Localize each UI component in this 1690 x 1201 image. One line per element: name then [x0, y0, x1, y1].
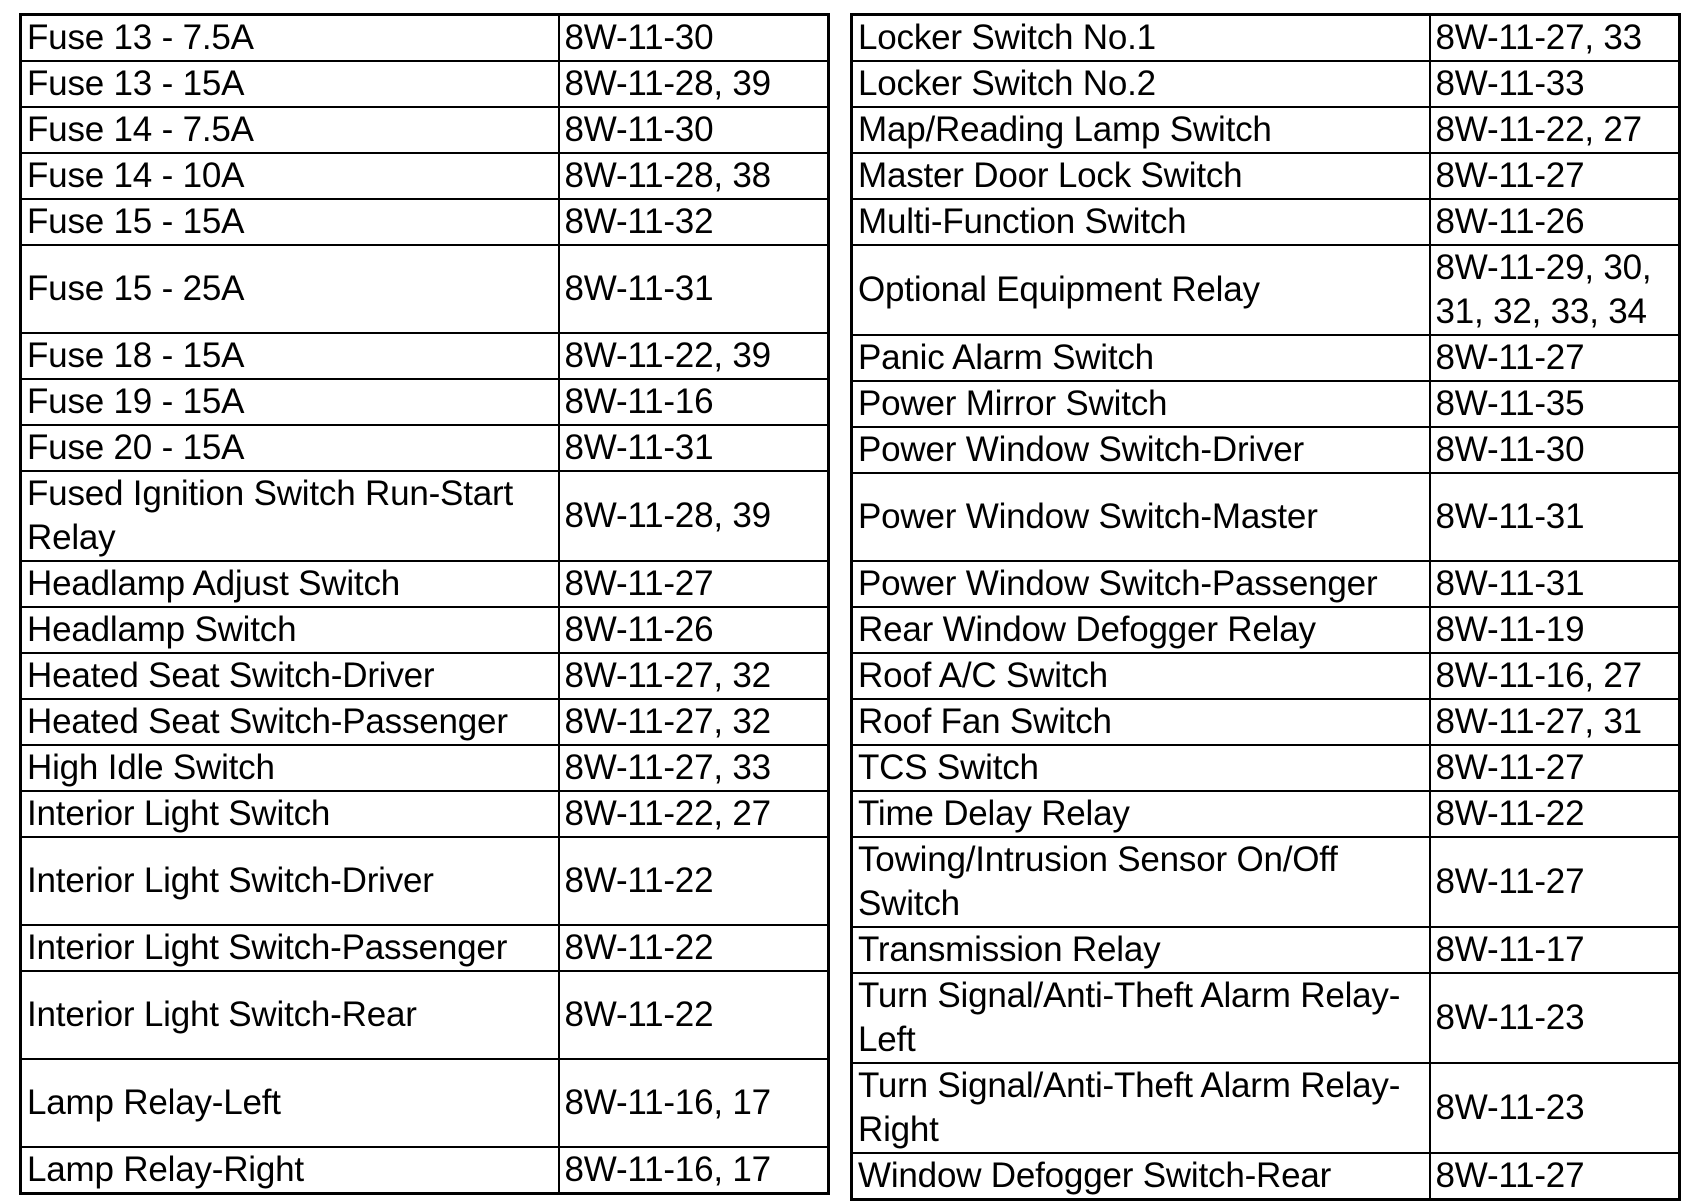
page-reference-cell: 8W-11-31	[1430, 561, 1680, 607]
table-row	[852, 427, 1680, 473]
page-reference-cell: 8W-11-26	[1430, 199, 1680, 245]
page-reference-cell: 8W-11-27	[1430, 153, 1680, 199]
table-row	[852, 791, 1680, 837]
component-name-cell: Turn Signal/Anti-Theft Alarm Relay-Left	[852, 973, 1430, 1063]
page-reference-cell: 8W-11-27	[559, 561, 829, 607]
table-row	[852, 107, 1680, 153]
component-name-cell: Towing/Intrusion Sensor On/Off Switch	[852, 837, 1430, 927]
table-row	[21, 837, 829, 925]
component-name-cell: Time Delay Relay	[852, 791, 1430, 837]
page-reference-cell: 8W-11-27, 31	[1430, 699, 1680, 745]
component-name-cell: Fuse 15 - 15A	[21, 199, 559, 245]
page-reference-cell: 8W-11-27, 32	[559, 699, 829, 745]
component-index	[19, 13, 1675, 1201]
component-name-cell: Fuse 14 - 10A	[21, 153, 559, 199]
page-reference-cell: 8W-11-31	[559, 245, 829, 333]
page-reference-cell: 8W-11-27, 32	[559, 653, 829, 699]
page-reference-cell: 8W-11-30	[559, 107, 829, 153]
page-reference-cell: 8W-11-27, 33	[1430, 15, 1680, 62]
table-row	[852, 1153, 1680, 1200]
page-reference-cell: 8W-11-28, 39	[559, 471, 829, 561]
page-reference-cell: 8W-11-26	[559, 607, 829, 653]
page-reference-cell: 8W-11-16, 17	[559, 1147, 829, 1194]
table-row	[21, 653, 829, 699]
component-name-cell: Window Defogger Switch-Rear	[852, 1153, 1430, 1200]
table-row	[21, 425, 829, 471]
right-index-body	[852, 15, 1680, 1200]
table-row	[21, 1059, 829, 1147]
page-reference-cell: 8W-11-23	[1430, 1063, 1680, 1153]
component-name-cell: Multi-Function Switch	[852, 199, 1430, 245]
component-name-cell: Power Window Switch-Passenger	[852, 561, 1430, 607]
table-row	[21, 245, 829, 333]
component-name-cell: Fuse 14 - 7.5A	[21, 107, 559, 153]
page-reference-cell: 8W-11-27	[1430, 335, 1680, 381]
table-row	[852, 1063, 1680, 1153]
component-name-cell: Fuse 15 - 25A	[21, 245, 559, 333]
table-row	[21, 791, 829, 837]
table-row	[21, 153, 829, 199]
left-index-table	[19, 13, 830, 1195]
component-name-cell: Interior Light Switch	[21, 791, 559, 837]
page-reference-cell: 8W-11-22, 39	[559, 333, 829, 379]
table-row	[21, 1147, 829, 1194]
page-reference-cell: 8W-11-31	[1430, 473, 1680, 561]
component-name-cell: Fuse 20 - 15A	[21, 425, 559, 471]
left-index-body	[21, 15, 829, 1194]
table-row	[852, 473, 1680, 561]
table-row	[852, 335, 1680, 381]
component-name-cell: Lamp Relay-Right	[21, 1147, 559, 1194]
table-row	[21, 699, 829, 745]
table-row	[21, 333, 829, 379]
page-reference-cell: 8W-11-33	[1430, 61, 1680, 107]
table-row	[852, 15, 1680, 62]
component-name-cell: Roof A/C Switch	[852, 653, 1430, 699]
page-reference-cell: 8W-11-28, 38	[559, 153, 829, 199]
table-row	[21, 561, 829, 607]
page-reference-cell: 8W-11-32	[559, 199, 829, 245]
right-index-table	[850, 13, 1681, 1201]
table-row	[852, 927, 1680, 973]
component-name-cell: Map/Reading Lamp Switch	[852, 107, 1430, 153]
table-row	[852, 745, 1680, 791]
page-reference-cell: 8W-11-27, 33	[559, 745, 829, 791]
page-reference-cell: 8W-11-22	[559, 971, 829, 1059]
component-name-cell: Roof Fan Switch	[852, 699, 1430, 745]
page-reference-cell: 8W-11-27	[1430, 745, 1680, 791]
component-name-cell: Fuse 19 - 15A	[21, 379, 559, 425]
component-name-cell: Headlamp Switch	[21, 607, 559, 653]
table-row	[852, 973, 1680, 1063]
table-row	[852, 245, 1680, 335]
component-name-cell: Fuse 18 - 15A	[21, 333, 559, 379]
table-row	[852, 837, 1680, 927]
page-reference-cell: 8W-11-23	[1430, 973, 1680, 1063]
component-name-cell: Heated Seat Switch-Passenger	[21, 699, 559, 745]
component-name-cell: Interior Light Switch-Driver	[21, 837, 559, 925]
table-row	[852, 61, 1680, 107]
table-row	[21, 107, 829, 153]
table-row	[21, 61, 829, 107]
table-row	[852, 153, 1680, 199]
table-row	[21, 925, 829, 971]
table-row	[852, 699, 1680, 745]
component-name-cell: Turn Signal/Anti-Theft Alarm Relay-Right	[852, 1063, 1430, 1153]
page-reference-cell: 8W-11-22	[559, 925, 829, 971]
table-row	[21, 971, 829, 1059]
page-reference-cell: 8W-11-28, 39	[559, 61, 829, 107]
component-name-cell: Power Window Switch-Master	[852, 473, 1430, 561]
table-row	[21, 379, 829, 425]
table-row	[21, 199, 829, 245]
component-name-cell: Locker Switch No.2	[852, 61, 1430, 107]
page-reference-cell: 8W-11-30	[559, 15, 829, 62]
page-reference-cell: 8W-11-27	[1430, 837, 1680, 927]
page-reference-cell: 8W-11-27	[1430, 1153, 1680, 1200]
page-reference-cell: 8W-11-17	[1430, 927, 1680, 973]
component-name-cell: Power Mirror Switch	[852, 381, 1430, 427]
component-name-cell: Power Window Switch-Driver	[852, 427, 1430, 473]
page-reference-cell: 8W-11-22	[1430, 791, 1680, 837]
page-reference-cell: 8W-11-29, 30, 31, 32, 33, 34	[1430, 245, 1680, 335]
component-name-cell: Master Door Lock Switch	[852, 153, 1430, 199]
page-reference-cell: 8W-11-22, 27	[559, 791, 829, 837]
table-row	[21, 471, 829, 561]
component-name-cell: TCS Switch	[852, 745, 1430, 791]
component-name-cell: Transmission Relay	[852, 927, 1430, 973]
component-name-cell: High Idle Switch	[21, 745, 559, 791]
component-name-cell: Heated Seat Switch-Driver	[21, 653, 559, 699]
component-name-cell: Rear Window Defogger Relay	[852, 607, 1430, 653]
page-reference-cell: 8W-11-31	[559, 425, 829, 471]
table-row	[852, 653, 1680, 699]
table-row	[852, 607, 1680, 653]
page-reference-cell: 8W-11-16	[559, 379, 829, 425]
page-reference-cell: 8W-11-16, 17	[559, 1059, 829, 1147]
component-name-cell: Locker Switch No.1	[852, 15, 1430, 62]
page-reference-cell: 8W-11-19	[1430, 607, 1680, 653]
component-name-cell: Optional Equipment Relay	[852, 245, 1430, 335]
page-reference-cell: 8W-11-22, 27	[1430, 107, 1680, 153]
component-name-cell: Interior Light Switch-Passenger	[21, 925, 559, 971]
table-row	[21, 15, 829, 62]
table-row	[852, 381, 1680, 427]
component-name-cell: Lamp Relay-Left	[21, 1059, 559, 1147]
table-row	[21, 745, 829, 791]
page-reference-cell: 8W-11-16, 27	[1430, 653, 1680, 699]
component-name-cell: Interior Light Switch-Rear	[21, 971, 559, 1059]
component-name-cell: Headlamp Adjust Switch	[21, 561, 559, 607]
table-row	[852, 199, 1680, 245]
component-name-cell: Fuse 13 - 7.5A	[21, 15, 559, 62]
page-reference-cell: 8W-11-30	[1430, 427, 1680, 473]
page-reference-cell: 8W-11-35	[1430, 381, 1680, 427]
table-row	[852, 561, 1680, 607]
component-name-cell: Fused Ignition Switch Run-Start Relay	[21, 471, 559, 561]
table-row	[21, 607, 829, 653]
component-name-cell: Fuse 13 - 15A	[21, 61, 559, 107]
component-name-cell: Panic Alarm Switch	[852, 335, 1430, 381]
page-reference-cell: 8W-11-22	[559, 837, 829, 925]
